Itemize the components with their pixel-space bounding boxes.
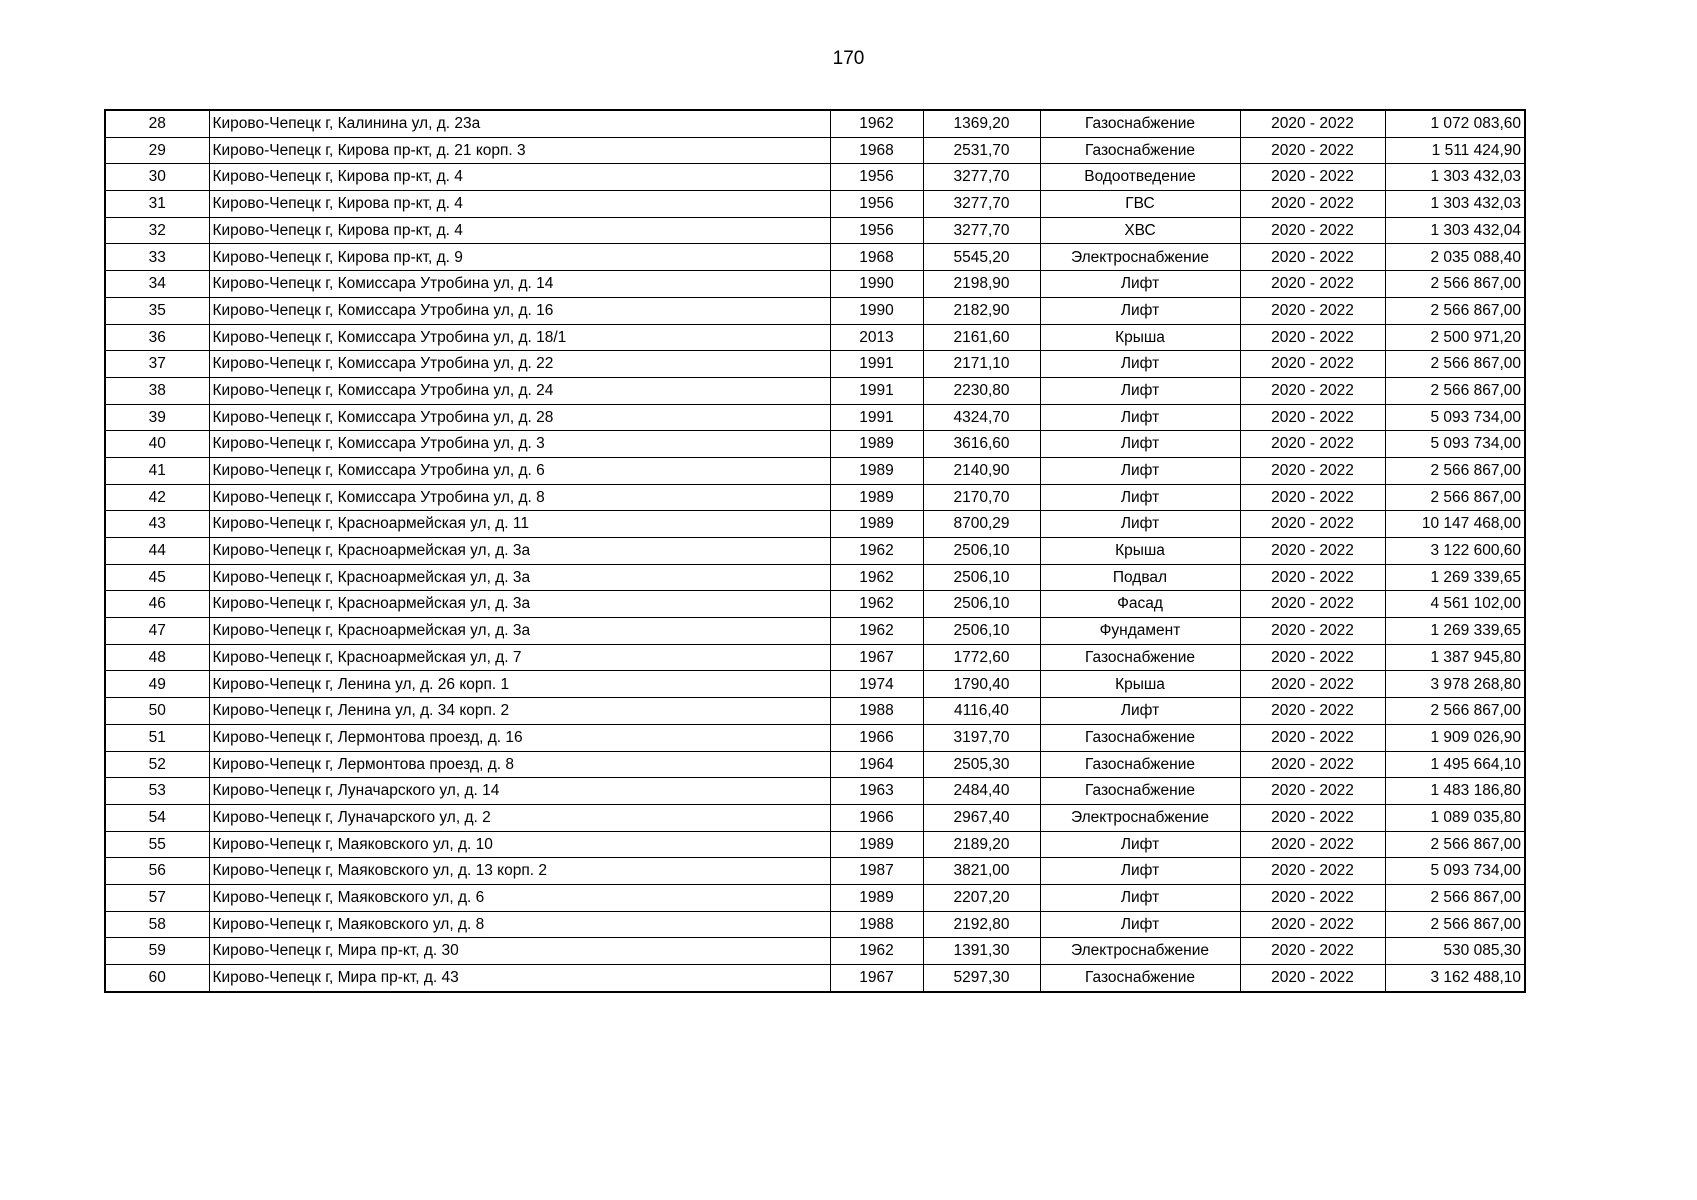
address-cell: Кирово-Чепецк г, Комиссара Утробина ул, д. 22 (209, 351, 830, 378)
period-cell: 2020 - 2022 (1240, 484, 1385, 511)
period-cell: 2020 - 2022 (1240, 804, 1385, 831)
address-cell: Кирово-Чепецк г, Калинина ул, д. 23а (209, 110, 830, 137)
cost-cell: 3 162 488,10 (1385, 965, 1525, 992)
table-row (105, 404, 1525, 431)
row-number-cell: 29 (105, 137, 209, 164)
address-cell: Кирово-Чепецк г, Комиссара Утробина ул, д. 18/1 (209, 324, 830, 351)
cost-cell: 2 035 088,40 (1385, 244, 1525, 271)
address-cell: Кирово-Чепецк г, Лермонтова проезд, д. 16 (209, 724, 830, 751)
address-cell: Кирово-Чепецк г, Красноармейская ул, д. 7 (209, 644, 830, 671)
period-cell: 2020 - 2022 (1240, 591, 1385, 618)
area-cell: 5545,20 (923, 244, 1040, 271)
build-year-cell: 1991 (830, 404, 923, 431)
work-type-cell: Газоснабжение (1040, 724, 1240, 751)
cost-cell: 1 269 339,65 (1385, 564, 1525, 591)
cost-cell: 3 978 268,80 (1385, 671, 1525, 698)
period-cell: 2020 - 2022 (1240, 724, 1385, 751)
area-cell: 2967,40 (923, 804, 1040, 831)
period-cell: 2020 - 2022 (1240, 671, 1385, 698)
work-type-cell: Электроснабжение (1040, 804, 1240, 831)
build-year-cell: 1962 (830, 110, 923, 137)
address-cell: Кирово-Чепецк г, Красноармейская ул, д. 11 (209, 511, 830, 538)
cost-cell: 1 909 026,90 (1385, 724, 1525, 751)
work-type-cell: Лифт (1040, 431, 1240, 458)
work-type-cell: Лифт (1040, 484, 1240, 511)
work-type-cell: Фасад (1040, 591, 1240, 618)
row-number-cell: 52 (105, 751, 209, 778)
period-cell: 2020 - 2022 (1240, 324, 1385, 351)
table-row (105, 644, 1525, 671)
row-number-cell: 39 (105, 404, 209, 431)
address-cell: Кирово-Чепецк г, Кирова пр-кт, д. 9 (209, 244, 830, 271)
work-type-cell: Газоснабжение (1040, 110, 1240, 137)
area-cell: 2506,10 (923, 618, 1040, 645)
table-row (105, 618, 1525, 645)
period-cell: 2020 - 2022 (1240, 297, 1385, 324)
work-type-cell: Лифт (1040, 271, 1240, 298)
table-row (105, 297, 1525, 324)
address-cell: Кирово-Чепецк г, Комиссара Утробина ул, д. 16 (209, 297, 830, 324)
cost-cell: 2 566 867,00 (1385, 698, 1525, 725)
build-year-cell: 1989 (830, 831, 923, 858)
row-number-cell: 48 (105, 644, 209, 671)
table-row (105, 137, 1525, 164)
work-type-cell: Лифт (1040, 831, 1240, 858)
period-cell: 2020 - 2022 (1240, 778, 1385, 805)
address-cell: Кирово-Чепецк г, Комиссара Утробина ул, д. 24 (209, 377, 830, 404)
table-row (105, 538, 1525, 565)
cost-cell: 2 566 867,00 (1385, 884, 1525, 911)
row-number-cell: 58 (105, 911, 209, 938)
address-cell: Кирово-Чепецк г, Маяковского ул, д. 10 (209, 831, 830, 858)
area-cell: 4116,40 (923, 698, 1040, 725)
cost-cell: 5 093 734,00 (1385, 858, 1525, 885)
row-number-cell: 28 (105, 110, 209, 137)
area-cell: 3821,00 (923, 858, 1040, 885)
row-number-cell: 60 (105, 965, 209, 992)
build-year-cell: 1987 (830, 858, 923, 885)
row-number-cell: 54 (105, 804, 209, 831)
table-row (105, 938, 1525, 965)
row-number-cell: 40 (105, 431, 209, 458)
table-row (105, 377, 1525, 404)
period-cell: 2020 - 2022 (1240, 351, 1385, 378)
period-cell: 2020 - 2022 (1240, 911, 1385, 938)
address-cell: Кирово-Чепецк г, Комиссара Утробина ул, д. 3 (209, 431, 830, 458)
build-year-cell: 1989 (830, 431, 923, 458)
period-cell: 2020 - 2022 (1240, 271, 1385, 298)
cost-cell: 2 566 867,00 (1385, 911, 1525, 938)
address-cell: Кирово-Чепецк г, Мира пр-кт, д. 43 (209, 965, 830, 992)
page-number: 170 (832, 48, 865, 69)
work-type-cell: Лифт (1040, 511, 1240, 538)
row-number-cell: 46 (105, 591, 209, 618)
area-cell: 1391,30 (923, 938, 1040, 965)
table-body (105, 110, 1525, 992)
address-cell: Кирово-Чепецк г, Комиссара Утробина ул, д. 8 (209, 484, 830, 511)
table-row (105, 698, 1525, 725)
address-cell: Кирово-Чепецк г, Ленина ул, д. 26 корп. 1 (209, 671, 830, 698)
area-cell: 2189,20 (923, 831, 1040, 858)
cost-cell: 1 269 339,65 (1385, 618, 1525, 645)
row-number-cell: 31 (105, 191, 209, 218)
table-row (105, 431, 1525, 458)
row-number-cell: 59 (105, 938, 209, 965)
table-row (105, 244, 1525, 271)
table-row (105, 804, 1525, 831)
work-type-cell: Электроснабжение (1040, 938, 1240, 965)
period-cell: 2020 - 2022 (1240, 965, 1385, 992)
work-type-cell: Крыша (1040, 324, 1240, 351)
work-type-cell: Лифт (1040, 404, 1240, 431)
period-cell: 2020 - 2022 (1240, 618, 1385, 645)
build-year-cell: 1962 (830, 618, 923, 645)
work-type-cell: Лифт (1040, 457, 1240, 484)
work-type-cell: Лифт (1040, 884, 1240, 911)
period-cell: 2020 - 2022 (1240, 377, 1385, 404)
area-cell: 5297,30 (923, 965, 1040, 992)
address-cell: Кирово-Чепецк г, Луначарского ул, д. 2 (209, 804, 830, 831)
work-type-cell: Лифт (1040, 911, 1240, 938)
area-cell: 2182,90 (923, 297, 1040, 324)
row-number-cell: 51 (105, 724, 209, 751)
period-cell: 2020 - 2022 (1240, 511, 1385, 538)
build-year-cell: 1967 (830, 644, 923, 671)
row-number-cell: 43 (105, 511, 209, 538)
address-cell: Кирово-Чепецк г, Комиссара Утробина ул, д. 28 (209, 404, 830, 431)
build-year-cell: 1989 (830, 484, 923, 511)
row-number-cell: 44 (105, 538, 209, 565)
area-cell: 2170,70 (923, 484, 1040, 511)
table-row (105, 724, 1525, 751)
build-year-cell: 1989 (830, 511, 923, 538)
work-type-cell: Лифт (1040, 351, 1240, 378)
period-cell: 2020 - 2022 (1240, 457, 1385, 484)
cost-cell: 2 566 867,00 (1385, 377, 1525, 404)
build-year-cell: 1966 (830, 804, 923, 831)
address-cell: Кирово-Чепецк г, Луначарского ул, д. 14 (209, 778, 830, 805)
build-year-cell: 1964 (830, 751, 923, 778)
cost-cell: 2 500 971,20 (1385, 324, 1525, 351)
period-cell: 2020 - 2022 (1240, 137, 1385, 164)
row-number-cell: 53 (105, 778, 209, 805)
build-year-cell: 1956 (830, 191, 923, 218)
build-year-cell: 1991 (830, 377, 923, 404)
address-cell: Кирово-Чепецк г, Маяковского ул, д. 6 (209, 884, 830, 911)
build-year-cell: 1962 (830, 938, 923, 965)
area-cell: 1772,60 (923, 644, 1040, 671)
cost-cell: 5 093 734,00 (1385, 431, 1525, 458)
address-cell: Кирово-Чепецк г, Маяковского ул, д. 8 (209, 911, 830, 938)
work-type-cell: Лифт (1040, 377, 1240, 404)
period-cell: 2020 - 2022 (1240, 191, 1385, 218)
area-cell: 2506,10 (923, 564, 1040, 591)
table-row (105, 858, 1525, 885)
work-type-cell: Электроснабжение (1040, 244, 1240, 271)
period-cell: 2020 - 2022 (1240, 431, 1385, 458)
build-year-cell: 1988 (830, 698, 923, 725)
row-number-cell: 47 (105, 618, 209, 645)
build-year-cell: 1962 (830, 538, 923, 565)
table-row (105, 911, 1525, 938)
row-number-cell: 34 (105, 271, 209, 298)
area-cell: 2506,10 (923, 538, 1040, 565)
cost-cell: 2 566 867,00 (1385, 351, 1525, 378)
table-row (105, 110, 1525, 137)
cost-cell: 1 495 664,10 (1385, 751, 1525, 778)
work-type-cell: Лифт (1040, 698, 1240, 725)
address-cell: Кирово-Чепецк г, Красноармейская ул, д. 3а (209, 564, 830, 591)
table-row (105, 164, 1525, 191)
row-number-cell: 45 (105, 564, 209, 591)
address-cell: Кирово-Чепецк г, Красноармейская ул, д. 3а (209, 618, 830, 645)
work-type-cell: Газоснабжение (1040, 644, 1240, 671)
address-cell: Кирово-Чепецк г, Кирова пр-кт, д. 4 (209, 164, 830, 191)
work-type-cell: Крыша (1040, 671, 1240, 698)
cost-cell: 1 072 083,60 (1385, 110, 1525, 137)
work-type-cell: Газоснабжение (1040, 965, 1240, 992)
work-type-cell: Крыша (1040, 538, 1240, 565)
build-year-cell: 1991 (830, 351, 923, 378)
row-number-cell: 38 (105, 377, 209, 404)
period-cell: 2020 - 2022 (1240, 698, 1385, 725)
build-year-cell: 1968 (830, 137, 923, 164)
table-row (105, 965, 1525, 992)
build-year-cell: 1956 (830, 217, 923, 244)
table-row (105, 751, 1525, 778)
area-cell: 2230,80 (923, 377, 1040, 404)
row-number-cell: 42 (105, 484, 209, 511)
area-cell: 4324,70 (923, 404, 1040, 431)
period-cell: 2020 - 2022 (1240, 538, 1385, 565)
row-number-cell: 50 (105, 698, 209, 725)
cost-cell: 4 561 102,00 (1385, 591, 1525, 618)
row-number-cell: 57 (105, 884, 209, 911)
build-year-cell: 1988 (830, 911, 923, 938)
build-year-cell: 1962 (830, 591, 923, 618)
area-cell: 3277,70 (923, 191, 1040, 218)
work-type-cell: Газоснабжение (1040, 751, 1240, 778)
row-number-cell: 35 (105, 297, 209, 324)
address-cell: Кирово-Чепецк г, Мира пр-кт, д. 30 (209, 938, 830, 965)
cost-cell: 2 566 867,00 (1385, 457, 1525, 484)
cost-cell: 1 303 432,03 (1385, 164, 1525, 191)
table-row (105, 351, 1525, 378)
address-cell: Кирово-Чепецк г, Лермонтова проезд, д. 8 (209, 751, 830, 778)
address-cell: Кирово-Чепецк г, Комиссара Утробина ул, д. 6 (209, 457, 830, 484)
build-year-cell: 1990 (830, 271, 923, 298)
area-cell: 3197,70 (923, 724, 1040, 751)
period-cell: 2020 - 2022 (1240, 938, 1385, 965)
build-year-cell: 2013 (830, 324, 923, 351)
area-cell: 8700,29 (923, 511, 1040, 538)
period-cell: 2020 - 2022 (1240, 858, 1385, 885)
address-cell: Кирово-Чепецк г, Кирова пр-кт, д. 4 (209, 217, 830, 244)
area-cell: 2161,60 (923, 324, 1040, 351)
work-type-cell: Лифт (1040, 858, 1240, 885)
period-cell: 2020 - 2022 (1240, 751, 1385, 778)
work-type-cell: ГВС (1040, 191, 1240, 218)
address-cell: Кирово-Чепецк г, Кирова пр-кт, д. 4 (209, 191, 830, 218)
table-row (105, 457, 1525, 484)
row-number-cell: 41 (105, 457, 209, 484)
work-type-cell: Фундамент (1040, 618, 1240, 645)
cost-cell: 1 303 432,03 (1385, 191, 1525, 218)
address-cell: Кирово-Чепецк г, Маяковского ул, д. 13 корп. 2 (209, 858, 830, 885)
period-cell: 2020 - 2022 (1240, 831, 1385, 858)
area-cell: 3277,70 (923, 217, 1040, 244)
build-year-cell: 1990 (830, 297, 923, 324)
cost-cell: 1 387 945,80 (1385, 644, 1525, 671)
period-cell: 2020 - 2022 (1240, 110, 1385, 137)
area-cell: 2171,10 (923, 351, 1040, 378)
area-cell: 3616,60 (923, 431, 1040, 458)
row-number-cell: 30 (105, 164, 209, 191)
work-type-cell: ХВС (1040, 217, 1240, 244)
build-year-cell: 1956 (830, 164, 923, 191)
area-cell: 2192,80 (923, 911, 1040, 938)
area-cell: 1790,40 (923, 671, 1040, 698)
cost-cell: 2 566 867,00 (1385, 831, 1525, 858)
address-cell: Кирово-Чепецк г, Красноармейская ул, д. 3а (209, 591, 830, 618)
row-number-cell: 37 (105, 351, 209, 378)
build-year-cell: 1989 (830, 884, 923, 911)
area-cell: 2207,20 (923, 884, 1040, 911)
cost-cell: 1 303 432,04 (1385, 217, 1525, 244)
build-year-cell: 1963 (830, 778, 923, 805)
period-cell: 2020 - 2022 (1240, 217, 1385, 244)
row-number-cell: 33 (105, 244, 209, 271)
work-type-cell: Газоснабжение (1040, 137, 1240, 164)
period-cell: 2020 - 2022 (1240, 244, 1385, 271)
period-cell: 2020 - 2022 (1240, 884, 1385, 911)
table-row (105, 191, 1525, 218)
period-cell: 2020 - 2022 (1240, 404, 1385, 431)
row-number-cell: 49 (105, 671, 209, 698)
cost-cell: 10 147 468,00 (1385, 511, 1525, 538)
area-cell: 2506,10 (923, 591, 1040, 618)
cost-cell: 3 122 600,60 (1385, 538, 1525, 565)
row-number-cell: 32 (105, 217, 209, 244)
period-cell: 2020 - 2022 (1240, 164, 1385, 191)
cost-cell: 1 511 424,90 (1385, 137, 1525, 164)
table-row (105, 778, 1525, 805)
work-type-cell: Газоснабжение (1040, 778, 1240, 805)
table-row (105, 564, 1525, 591)
build-year-cell: 1966 (830, 724, 923, 751)
row-number-cell: 36 (105, 324, 209, 351)
area-cell: 2484,40 (923, 778, 1040, 805)
cost-cell: 1 089 035,80 (1385, 804, 1525, 831)
work-type-cell: Лифт (1040, 297, 1240, 324)
table-row (105, 591, 1525, 618)
table-row (105, 884, 1525, 911)
area-cell: 2531,70 (923, 137, 1040, 164)
build-year-cell: 1989 (830, 457, 923, 484)
area-cell: 2140,90 (923, 457, 1040, 484)
build-year-cell: 1974 (830, 671, 923, 698)
table-row (105, 511, 1525, 538)
table-row (105, 217, 1525, 244)
address-cell: Кирово-Чепецк г, Кирова пр-кт, д. 21 корп. 3 (209, 137, 830, 164)
area-cell: 3277,70 (923, 164, 1040, 191)
table-row (105, 271, 1525, 298)
area-cell: 2505,30 (923, 751, 1040, 778)
address-cell: Кирово-Чепецк г, Комиссара Утробина ул, д. 14 (209, 271, 830, 298)
row-number-cell: 56 (105, 858, 209, 885)
build-year-cell: 1967 (830, 965, 923, 992)
area-cell: 2198,90 (923, 271, 1040, 298)
housing-repair-table (104, 109, 1526, 993)
period-cell: 2020 - 2022 (1240, 564, 1385, 591)
period-cell: 2020 - 2022 (1240, 644, 1385, 671)
table-row (105, 831, 1525, 858)
table-row (105, 484, 1525, 511)
work-type-cell: Подвал (1040, 564, 1240, 591)
build-year-cell: 1962 (830, 564, 923, 591)
cost-cell: 1 483 186,80 (1385, 778, 1525, 805)
cost-cell: 2 566 867,00 (1385, 297, 1525, 324)
cost-cell: 2 566 867,00 (1385, 271, 1525, 298)
area-cell: 1369,20 (923, 110, 1040, 137)
build-year-cell: 1968 (830, 244, 923, 271)
address-cell: Кирово-Чепецк г, Ленина ул, д. 34 корп. 2 (209, 698, 830, 725)
work-type-cell: Водоотведение (1040, 164, 1240, 191)
cost-cell: 530 085,30 (1385, 938, 1525, 965)
row-number-cell: 55 (105, 831, 209, 858)
cost-cell: 2 566 867,00 (1385, 484, 1525, 511)
cost-cell: 5 093 734,00 (1385, 404, 1525, 431)
address-cell: Кирово-Чепецк г, Красноармейская ул, д. 3а (209, 538, 830, 565)
table-row (105, 671, 1525, 698)
table-row (105, 324, 1525, 351)
